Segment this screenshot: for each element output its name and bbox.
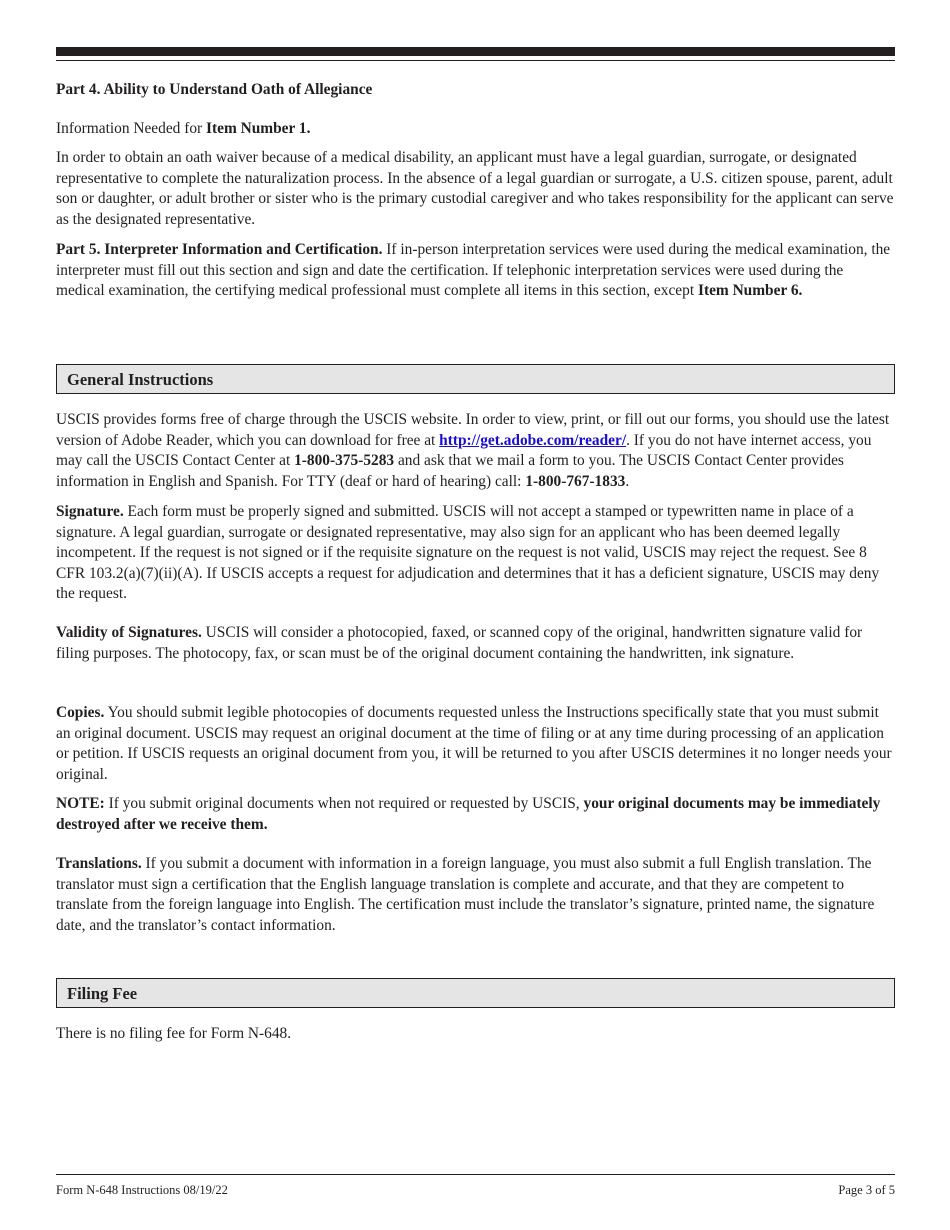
contact-center-phone: 1-800-375-5283 — [294, 452, 395, 469]
document-page — [56, 0, 895, 1230]
signature-paragraph: Signature. Each form must be properly signed and submitted. USCIS will not accept a stamped or typewritten name in place of a signature. A legal guardian, surrogate or designated representative, may also sign for an applicant who has been deemed legally incompetent. If the request is not signed or if the requisite signature on the request is not valid, USCIS may reject the request. See 8 CFR 103.2(a)(7)(ii)(A). If USCIS accepts a request for adjudication and determines that it has a deficient signature, USCIS may deny the request. — [56, 503, 880, 602]
part4-info-needed: Information Needed for Item Number 1. — [56, 120, 311, 137]
general-instructions-header: General Instructions — [56, 364, 895, 394]
tty-phone: 1-800-767-1833 — [525, 472, 626, 490]
copies-paragraph: Copies. You should submit legible photocopies of documents requested unless the Instructions specifically state that you must submit an original document. USCIS may request an original document at the time of filing or at any time during processing of an application or petition. If USCIS requests an original document from you, it will be returned to you after USCIS determines it no longer needs your original. — [56, 704, 892, 783]
footer-rule — [56, 1174, 895, 1175]
footer-page-number: Page 3 of 5 — [838, 1183, 895, 1197]
part4-body: In order to obtain an oath waiver because of a medical disability, an applicant must have a legal guardian, surrogate, or designated representative to complete the naturalization process. In the absence of a legal guardian or surrogate, a U.S. citizen spouse, parent, adult son or daughter, or adult brother or sister who is the primary custodial caregiver and who takes responsibility for the applicant can serve as the designated representative. — [56, 149, 894, 228]
part5-heading: Part 5. Interpreter Information and Certification. — [56, 241, 383, 258]
header-rule-thin — [56, 60, 895, 61]
note-paragraph: NOTE: If you submit original documents when not required or requested by USCIS, your original documents may be immediately destroyed after we receive them. — [56, 795, 881, 833]
filing-fee-header: Filing Fee — [56, 978, 895, 1008]
translations-paragraph: Translations. If you submit a document with information in a foreign language, you must also submit a full English translation. The translator must sign a certification that the English language translation is complete and accurate, and that they are competent to translate from the foreign language into English. The certification must include the translator’s signature, printed name, the signature date, and the translator’s contact information. — [56, 855, 875, 934]
part4-heading: Part 4. Ability to Understand Oath of Allegiance — [56, 81, 373, 98]
adobe-reader-link[interactable]: http://get.adobe.com/reader/ — [439, 431, 627, 449]
header-rule-thick — [56, 47, 895, 56]
filing-fee-body: There is no filing fee for Form N-648. — [56, 1025, 292, 1042]
validity-paragraph: Validity of Signatures. USCIS will consider a photocopied, faxed, or scanned copy of the original, handwritten signature valid for filing purposes. The photocopy, fax, or scan must be of the original document containing the handwritten, ink signature. — [56, 624, 863, 662]
footer-form-id: Form N-648 Instructions 08/19/22 — [56, 1183, 228, 1197]
part5-paragraph: Part 5. Interpreter Information and Certification. If in-person interpretation services were used during the medical examination, the interpreter must fill out this section and sign and date the certification. If telephonic interpretation services were used during the medical examination, the certifying medical professional must complete all items in this section, except Item Number 6. — [56, 241, 891, 299]
general-intro: USCIS provides forms free of charge through the USCIS website. In order to view, print, or fill out our forms, you should use the latest version of Adobe Reader, which you can download for free at http://get.adobe.com/reader/. If you do not have internet access, you may call the USCIS Contact Center at 1-800-375-5283 and ask that we mail a form to you. The USCIS Contact Center provides information in English and Spanish. For TTY (deaf or hard of hearing) call: 1-800-767-1833. — [56, 411, 890, 490]
